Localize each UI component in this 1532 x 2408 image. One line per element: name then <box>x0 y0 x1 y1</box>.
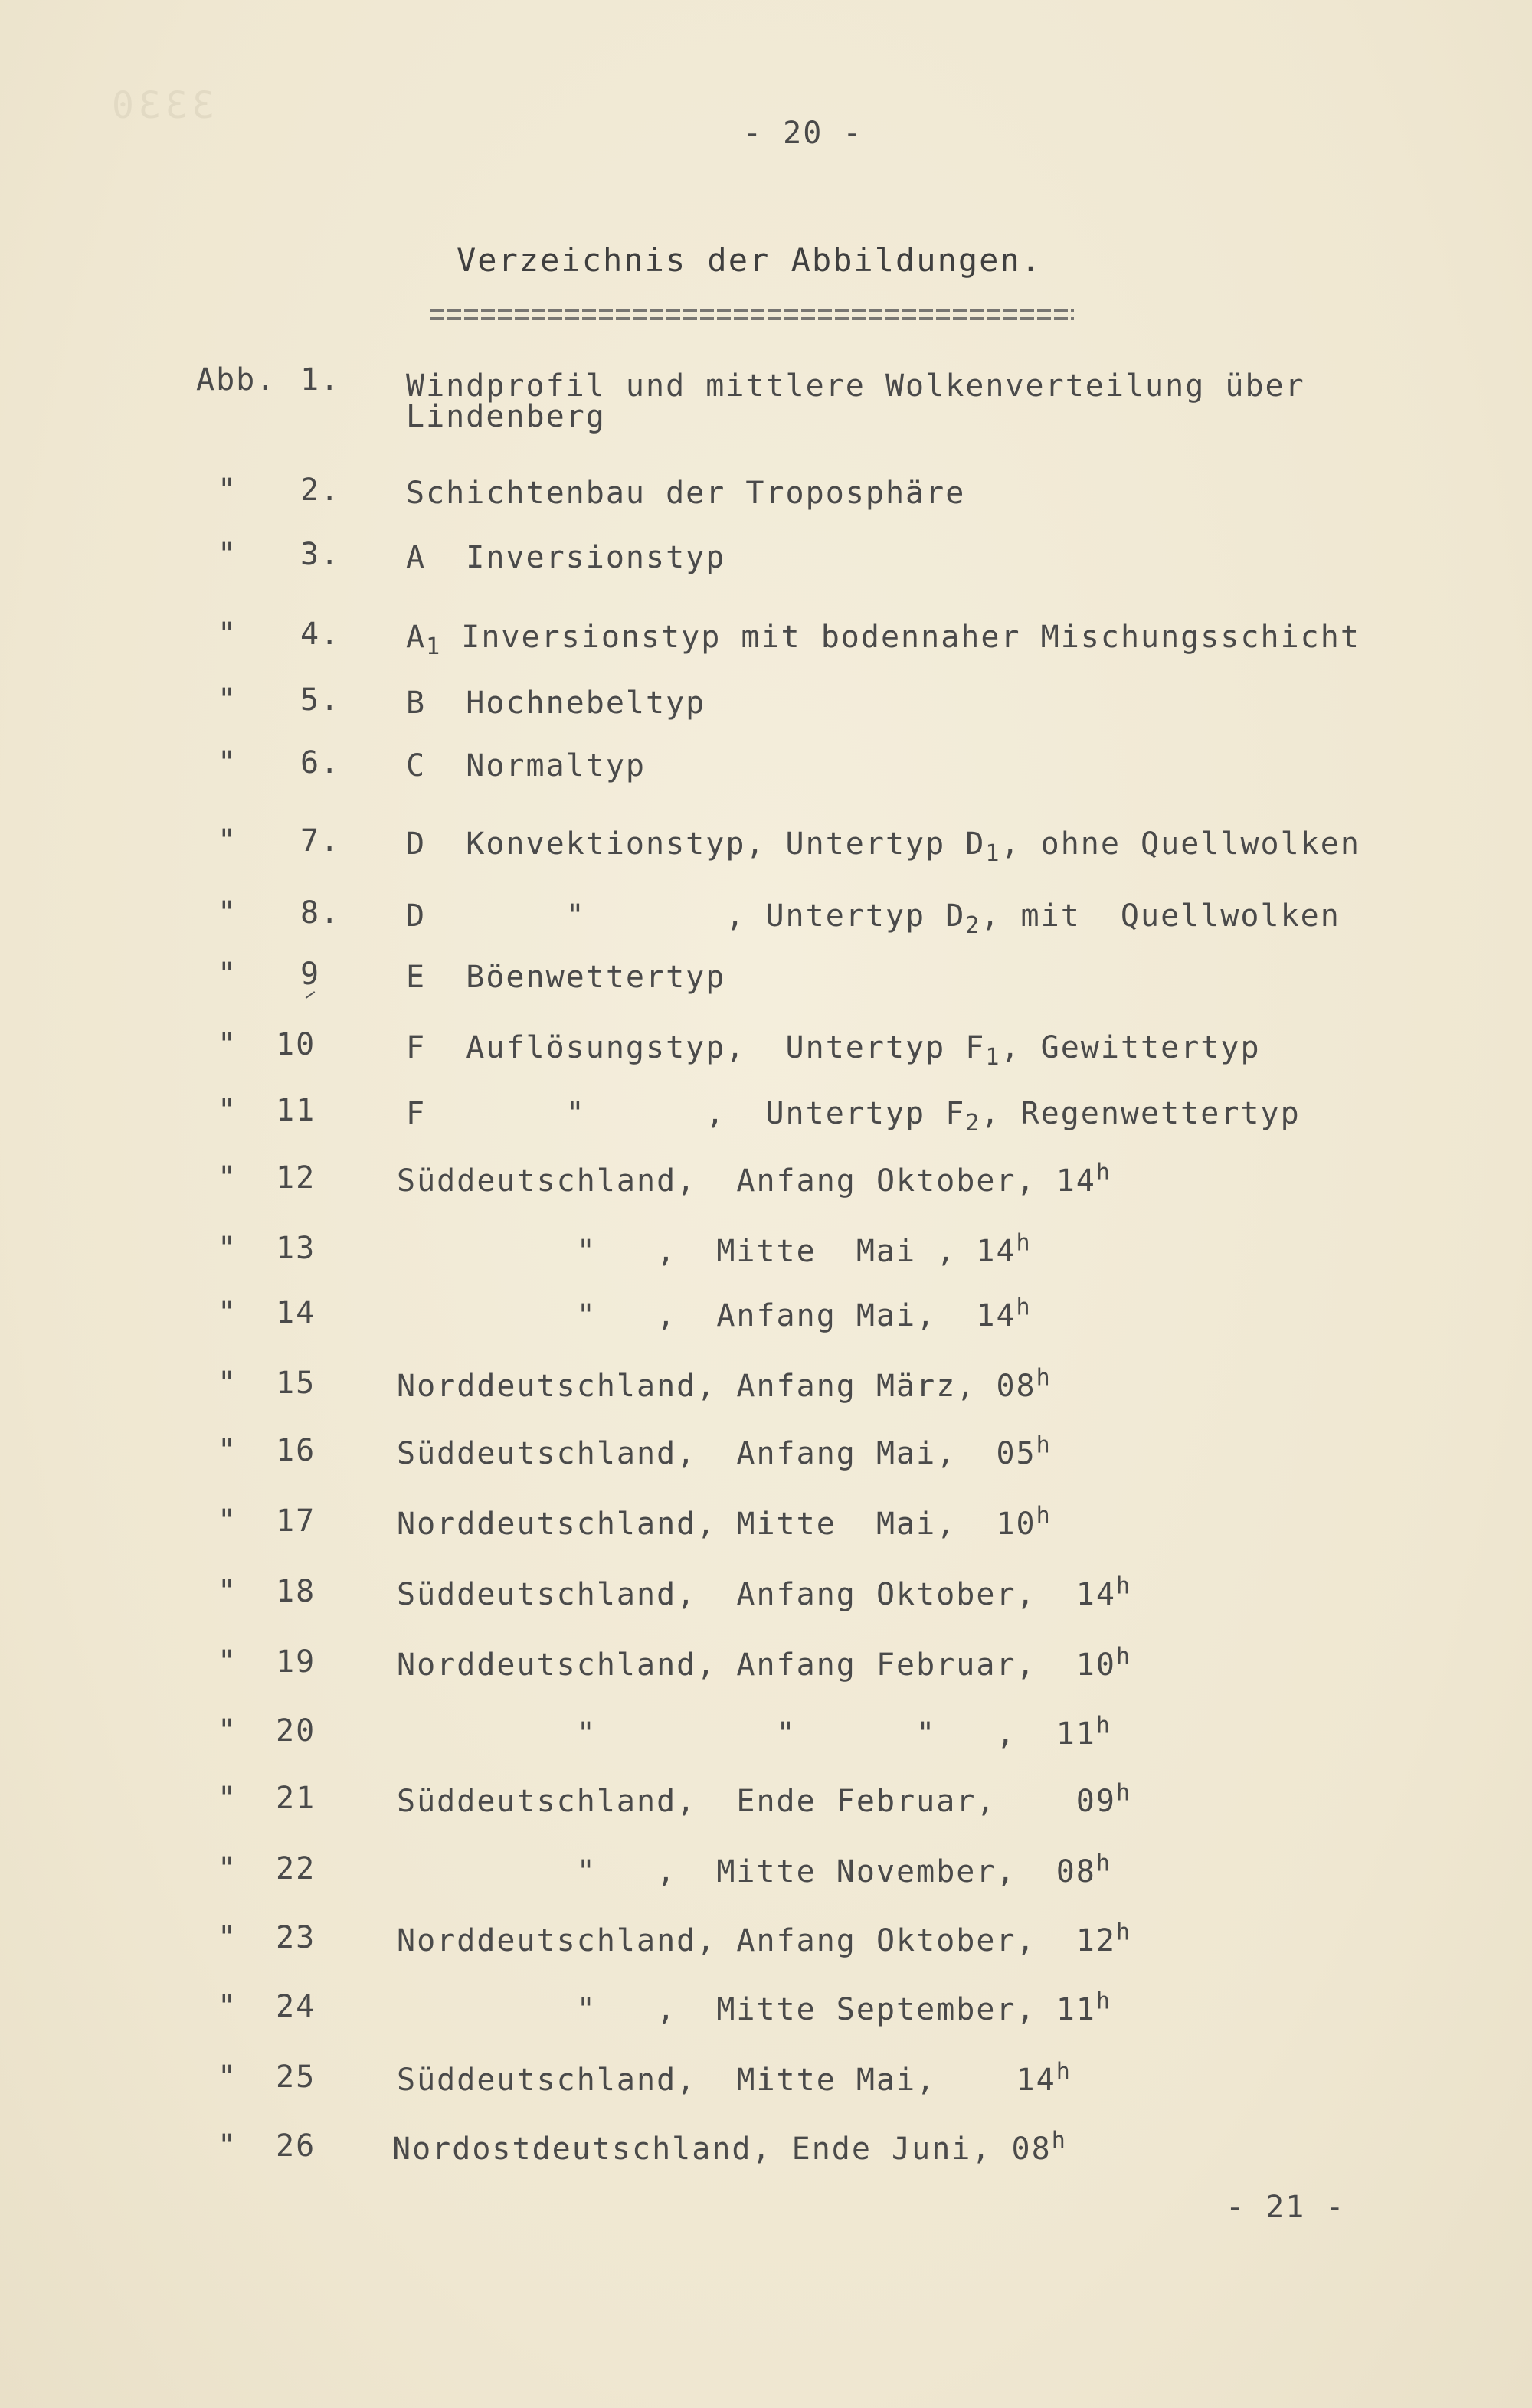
caption-text: " " " , 11 <box>397 1716 1096 1752</box>
ditto-mark: " <box>218 1027 238 1062</box>
figure-caption: E Böenwettertyp <box>406 960 726 995</box>
caption-text: " , Mitte November, 08 <box>397 1854 1096 1889</box>
caption-text: Inversionstyp mit bodennaher Mischungsschicht <box>441 620 1360 655</box>
title-underline <box>430 309 1074 322</box>
figure-caption <box>397 1919 1132 1959</box>
caption-text: D Konvektionstyp, Untertyp D <box>406 826 986 862</box>
subscript: 1 <box>985 840 1001 867</box>
ditto-mark: " <box>218 537 238 572</box>
ditto-mark: " <box>218 1160 238 1196</box>
figure-caption <box>397 1572 1132 1613</box>
figure-caption <box>397 1850 1111 1890</box>
ditto-mark: " <box>218 823 238 859</box>
figure-caption: Schichtenbau der Troposphäre <box>406 476 966 511</box>
figure-caption <box>397 1988 1111 2028</box>
caption-text: Nordostdeutschland, Ende Juni, 08 <box>392 2132 1052 2167</box>
ditto-mark: " <box>218 1644 238 1680</box>
figure-caption <box>397 1431 1052 1472</box>
hour-superscript: h <box>1036 1502 1052 1530</box>
ditto-mark: " <box>218 2128 238 2164</box>
ditto-mark: " <box>218 1433 238 1468</box>
caption-text: Norddeutschland, Anfang Oktober, 12 <box>397 1923 1116 1958</box>
hour-superscript: h <box>1095 1159 1111 1186</box>
figure-number: 18 <box>276 1574 316 1609</box>
subscript: 2 <box>965 1110 981 1137</box>
hour-superscript: h <box>1056 2058 1072 2086</box>
hour-superscript: h <box>1115 1779 1132 1807</box>
caption-text: , Gewittertyp <box>1000 1030 1261 1065</box>
figure-caption <box>406 898 1340 939</box>
figure-caption <box>406 619 1360 660</box>
figure-caption <box>406 826 1360 867</box>
hour-superscript: h <box>1095 1712 1111 1739</box>
figure-number: 3. <box>300 537 341 572</box>
figure-number: 4. <box>300 617 341 652</box>
figure-caption: Windprofil und mittlere Wolkenverteilung über <box>406 368 1305 404</box>
caption-text: " , Mitte September, 11 <box>397 1992 1096 2027</box>
caption-text: " , Mitte Mai , 14 <box>397 1234 1016 1269</box>
subscript: 1 <box>426 633 442 660</box>
figure-number: 20 <box>276 1713 316 1749</box>
hour-superscript: h <box>1016 1229 1032 1257</box>
subscript: 2 <box>965 912 981 939</box>
bleed-through-mark: 3330 <box>107 84 214 127</box>
ditto-mark: " <box>218 1231 238 1266</box>
figure-caption <box>406 1029 1261 1071</box>
figure-caption <box>397 1502 1052 1543</box>
ditto-mark: " <box>218 745 238 780</box>
caption-text: Norddeutschland, Anfang Februar, 10 <box>397 1647 1116 1683</box>
figure-number: 12 <box>276 1160 316 1196</box>
hour-superscript: h <box>1016 1294 1032 1321</box>
figure-number: 25 <box>276 2060 316 2095</box>
figure-caption: A Inversionstyp <box>406 540 726 575</box>
figure-number: 1. <box>300 362 341 398</box>
ditto-mark: " <box>218 682 238 718</box>
caption-text: F " , Untertyp F <box>406 1096 966 1131</box>
hour-superscript: h <box>1115 1572 1132 1600</box>
ditto-mark: " <box>218 1366 238 1401</box>
figure-number: 16 <box>276 1433 316 1468</box>
figure-caption <box>397 1712 1111 1752</box>
ditto-mark: " <box>218 957 238 992</box>
figure-caption <box>397 1779 1132 1820</box>
hour-superscript: h <box>1036 1431 1052 1459</box>
figure-number: 11 <box>276 1093 316 1128</box>
hour-superscript: h <box>1115 1919 1132 1946</box>
figure-caption <box>397 1643 1132 1683</box>
figure-caption <box>397 2058 1072 2099</box>
ditto-mark: " <box>218 1851 238 1886</box>
page-number: - 20 - <box>743 116 863 151</box>
caption-text: A <box>406 620 427 655</box>
ditto-mark: " <box>218 1574 238 1609</box>
figure-number: 13 <box>276 1231 316 1266</box>
subscript: 1 <box>985 1044 1001 1071</box>
figure-number: 19 <box>276 1644 316 1680</box>
ditto-mark: " <box>218 1781 238 1816</box>
page-title: Verzeichnis der Abbildungen. <box>457 241 1043 279</box>
caption-text: Süddeutschland, Anfang Mai, 05 <box>397 1436 1036 1471</box>
ditto-mark: " <box>218 473 238 508</box>
figure-number: 8. <box>300 895 341 931</box>
figure-number: 17 <box>276 1503 316 1539</box>
caption-text: Norddeutschland, Mitte Mai, 10 <box>397 1507 1036 1542</box>
figure-caption <box>392 2127 1067 2168</box>
figure-caption: B Hochnebeltyp <box>406 685 706 721</box>
figure-number: 10 <box>276 1027 316 1062</box>
figure-number: 7. <box>300 823 341 859</box>
figure-number: 2. <box>300 473 341 508</box>
caption-text: D " , Untertyp D <box>406 898 966 934</box>
ditto-mark: " <box>218 895 238 931</box>
caption-text: , Regenwettertyp <box>980 1096 1301 1131</box>
ditto-mark: " <box>218 1295 238 1330</box>
figure-number: 6. <box>300 745 341 780</box>
ditto-mark: " <box>218 1989 238 2024</box>
hour-superscript: h <box>1036 1364 1052 1392</box>
figure-caption <box>397 1294 1032 1334</box>
figure-number: 22 <box>276 1851 316 1886</box>
abb-label: Abb. <box>196 362 277 398</box>
caption-text: Süddeutschland, Anfang Oktober, 14 <box>397 1163 1096 1199</box>
figure-number: 21 <box>276 1781 316 1816</box>
caption-text: F Auflösungstyp, Untertyp F <box>406 1030 986 1065</box>
figure-number: 15 <box>276 1366 316 1401</box>
caption-text: " , Anfang Mai, 14 <box>397 1298 1016 1333</box>
figure-number: 23 <box>276 1920 316 1955</box>
hour-superscript: h <box>1095 1850 1111 1877</box>
hour-superscript: h <box>1095 1988 1111 2015</box>
figure-caption <box>397 1364 1052 1405</box>
ditto-mark: " <box>218 617 238 652</box>
figure-caption <box>397 1229 1032 1270</box>
caption-text: Süddeutschland, Mitte Mai, 14 <box>397 2063 1056 2098</box>
caption-text: Süddeutschland, Ende Februar, 09 <box>397 1784 1116 1819</box>
figure-caption: C Normaltyp <box>406 748 646 784</box>
ditto-mark: " <box>218 1920 238 1955</box>
figure-number: 5. <box>300 682 341 718</box>
figure-caption <box>397 1159 1111 1199</box>
ditto-mark: " <box>218 1093 238 1128</box>
caption-text: Süddeutschland, Anfang Oktober, 14 <box>397 1577 1116 1612</box>
hour-superscript: h <box>1115 1643 1132 1670</box>
caption-text: , ohne Quellwolken <box>1000 826 1360 862</box>
figure-caption <box>406 1095 1301 1137</box>
figure-caption-continuation: Lindenberg <box>406 399 606 434</box>
caption-text: , mit Quellwolken <box>980 898 1340 934</box>
figure-number: 24 <box>276 1989 316 2024</box>
next-page-number: - 21 - <box>1226 2190 1346 2225</box>
ditto-mark: " <box>218 1713 238 1749</box>
ditto-mark: " <box>218 2060 238 2095</box>
hour-superscript: h <box>1051 2127 1067 2154</box>
figure-number: 26 <box>276 2128 316 2164</box>
figure-number: 9 <box>300 957 321 992</box>
caption-text: Norddeutschland, Anfang März, 08 <box>397 1369 1036 1404</box>
ditto-mark: " <box>218 1503 238 1539</box>
figure-number: 14 <box>276 1295 316 1330</box>
